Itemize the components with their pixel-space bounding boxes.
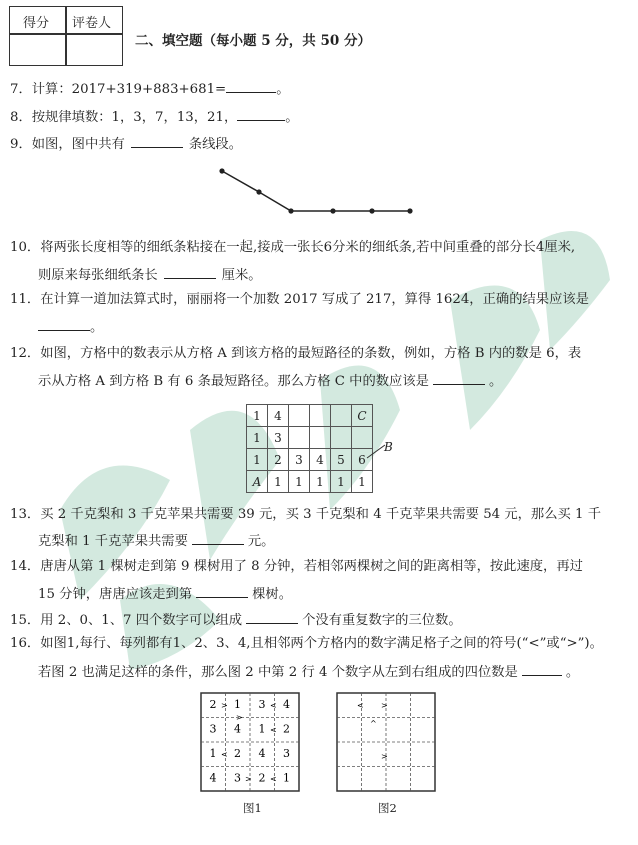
grid-number: 3: [258, 698, 266, 711]
point: [407, 208, 412, 213]
grid-cell: [310, 427, 331, 449]
q-text: 用 2、0、1、7 四个数字可以组成: [40, 613, 243, 628]
label-b: B: [384, 440, 393, 454]
point: [330, 208, 335, 213]
q-number: 14．: [10, 559, 41, 574]
q-number: 16．: [10, 636, 41, 651]
answer-blank[interactable]: [131, 135, 183, 148]
question-12-line2: [38, 372, 502, 390]
q-text: 买 2 千克梨和 3 千克苹果共需要 39 元，买 3 千克梨和 4 千克苹果共需要 54 元，那么买 1 千: [40, 507, 602, 522]
q-text: 15 分钟，唐唐应该走到第: [38, 587, 193, 602]
point: [256, 189, 261, 194]
question-14: [10, 559, 583, 575]
grid-row: [247, 471, 373, 493]
grid-cell: [331, 427, 352, 449]
inequality-sign: >: [381, 701, 388, 710]
grid-cell: 1: [331, 471, 352, 493]
point: [219, 168, 224, 173]
grid-number: 3: [209, 722, 217, 736]
question-15: [10, 611, 462, 629]
q-number: 9．: [10, 137, 32, 152]
grid-number: 4: [209, 771, 217, 785]
score-box-divider: [10, 33, 122, 35]
grid-cell: [289, 405, 310, 427]
answer-blank[interactable]: [237, 108, 285, 121]
grid-cell: [310, 405, 331, 427]
inequality-sign: >: [245, 774, 252, 784]
grid-cell: 6: [352, 449, 373, 471]
inequality-sign: <: [270, 725, 277, 735]
grid-number: 2: [209, 698, 217, 711]
grader-label: 评卷人: [72, 16, 112, 31]
section-title: 二、填空题（每小题 5 分，共 50 分）: [135, 33, 371, 49]
q-text: 。: [285, 110, 299, 125]
score-box: [9, 6, 123, 66]
grid-cell: A: [247, 471, 268, 493]
score-label: 得分: [23, 16, 50, 31]
q-text: 如图1,每行、每列都有1、2、3、4,且相邻两个方格内的数字满足格子之间的符号(“<”或“>”)。: [40, 636, 603, 651]
figure-1-caption: 图1: [243, 801, 262, 815]
grid-cell: 1: [247, 427, 268, 449]
grid-row: [247, 449, 373, 471]
q-text: 计算：2017+319+883+681=: [31, 82, 227, 97]
q-text: 条线段。: [188, 137, 243, 152]
inequality-sign: >: [236, 713, 243, 722]
grid-cell: 1: [268, 471, 289, 493]
point: [369, 208, 374, 213]
point: [288, 208, 293, 213]
question-10-line2: [38, 266, 262, 284]
q-text: 在计算一道加法算式时，丽丽将一个加数 2017 写成了 217，算得 1624，正确的结果应该是: [40, 292, 589, 307]
q-text: 唐唐从第 1 棵树走到第 9 棵树用了 8 分钟，若相邻两棵树之间的距离相等，按此速度，再过: [40, 559, 583, 574]
question-11: [10, 292, 589, 308]
grid-cell: 1: [247, 405, 268, 427]
question-13: [10, 507, 601, 523]
grid-cell: 4: [268, 405, 289, 427]
grid-number: 1: [283, 771, 290, 785]
grid-cell: [289, 427, 310, 449]
q-number: 8．: [10, 110, 32, 125]
grid-number: 4: [283, 698, 290, 711]
grid-cell: [331, 405, 352, 427]
grid-cell: 1: [289, 471, 310, 493]
question-16-line2: [38, 663, 579, 681]
question-9: [10, 135, 242, 153]
question-10: [10, 240, 575, 256]
q-text: 棵树。: [252, 587, 293, 602]
grid-number: 1: [258, 722, 266, 736]
q-number: 12．: [10, 346, 41, 361]
grid-number: 2: [258, 771, 266, 785]
q-number: 10．: [10, 240, 41, 255]
q-text: 则原来每张细纸条长: [38, 268, 158, 283]
inequality-sign: <: [270, 701, 277, 710]
inequality-sign: ^: [370, 719, 377, 728]
grid-cell: C: [352, 405, 373, 427]
q-text: 。: [276, 82, 290, 97]
grid-cell: 3: [268, 427, 289, 449]
answer-blank[interactable]: [226, 80, 276, 93]
grid-cell: 5: [331, 449, 352, 471]
q-text: 。: [488, 374, 503, 389]
grid-number: 2: [283, 722, 290, 736]
answer-blank[interactable]: [196, 585, 248, 598]
grid-row: [247, 427, 373, 449]
answer-blank[interactable]: [522, 663, 562, 676]
q-number: 7．: [10, 82, 32, 97]
question-8: [10, 108, 299, 126]
answer-blank[interactable]: [38, 318, 90, 331]
grid-cell: 1: [352, 471, 373, 493]
q-text: 。: [565, 665, 580, 680]
q-number: 11．: [10, 292, 41, 307]
q-number: 13．: [10, 507, 41, 522]
grid-cell: 4: [310, 449, 331, 471]
answer-blank[interactable]: [246, 611, 298, 624]
q-text: 克梨和 1 千克苹果共需要: [38, 534, 188, 549]
question-13-line2: [38, 532, 274, 550]
inequality-sign: <: [270, 774, 277, 784]
q-text: 示从方格 A 到方格 B 有 6 条最短路径。那么方格 C 中的数应该是: [38, 374, 429, 389]
grid-number: 1: [209, 747, 217, 760]
inequality-sign: >: [381, 752, 388, 761]
grid-number: 3: [283, 747, 290, 760]
q-text: 将两张长度相等的细纸条粘接在一起,接成一张长6分米的细纸条,若中间重叠的部分长4厘米,: [40, 240, 576, 255]
question-12: [10, 346, 581, 362]
q-text: 若图 2 也满足这样的条件，那么图 2 中第 2 行 4 个数字从左到右组成的四位数是: [38, 665, 518, 680]
q-text: 按规律填数：1，3，7，13，21，: [31, 110, 238, 125]
grid-number: 3: [234, 771, 241, 785]
score-box-divider: [65, 7, 67, 65]
question-16: [10, 636, 603, 652]
grid-cell: 2: [268, 449, 289, 471]
answer-blank[interactable]: [192, 532, 244, 545]
question-14-line2: [38, 585, 292, 603]
q-text: 个没有重复数字的三位数。: [302, 613, 462, 628]
path-count-grid: [246, 404, 373, 493]
q-text: 。: [90, 320, 104, 335]
segment-figure: [215, 165, 415, 220]
inequality-sign: <: [357, 701, 364, 710]
figure-1-grid: [200, 692, 300, 792]
q-text: 如图，方格中的数表示从方格 A 到该方格的最短路径的条数，例如，方格 B 内的数是 6，表: [40, 346, 582, 361]
answer-blank[interactable]: [164, 266, 216, 279]
grid-cell: 3: [289, 449, 310, 471]
grid-number: 4: [258, 747, 266, 760]
grid-row: [247, 405, 373, 427]
grid-number: 2: [234, 747, 241, 760]
inequality-sign: >: [221, 701, 228, 710]
grid-number: 4: [234, 722, 241, 736]
q-text: 如图，图中共有: [31, 137, 125, 152]
grid-cell: 1: [310, 471, 331, 493]
grid-cell: 1: [247, 449, 268, 471]
q-text: 元。: [247, 534, 275, 549]
question-11-line2: [38, 318, 103, 336]
answer-blank[interactable]: [433, 372, 485, 385]
figure-2-caption: 图2: [378, 801, 397, 815]
question-7: [10, 80, 290, 98]
q-number: 15．: [10, 613, 41, 628]
figure-2-grid: [336, 692, 436, 792]
grid-number: 1: [234, 698, 241, 711]
q-text: 厘米。: [221, 268, 262, 283]
inequality-sign: <: [221, 750, 228, 759]
